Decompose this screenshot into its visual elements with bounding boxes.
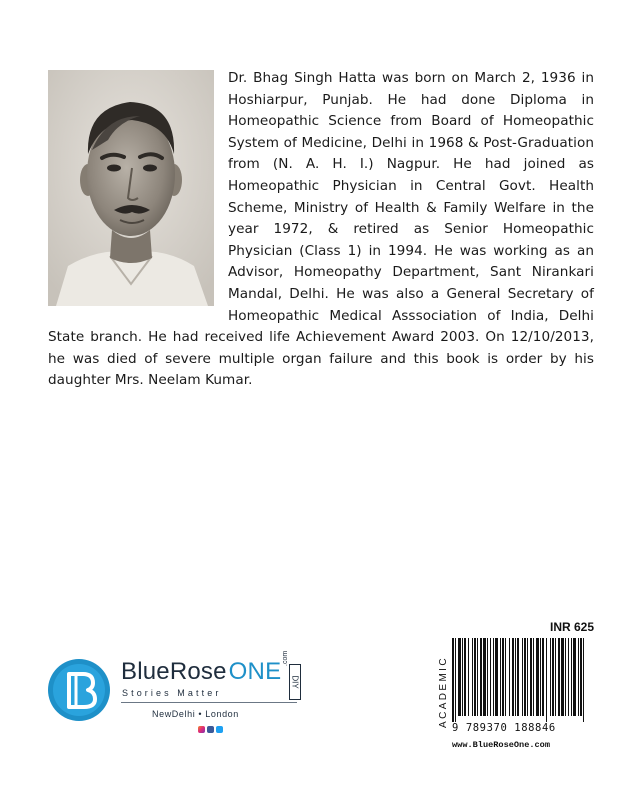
- barcode-bar: [555, 638, 556, 716]
- barcode-bar: [515, 638, 516, 716]
- barcode-bar: [580, 638, 582, 716]
- author-bio: [48, 68, 594, 392]
- barcode-bar: [462, 638, 463, 716]
- barcode-bar: [483, 638, 486, 716]
- barcode-bar: [474, 638, 476, 716]
- barcode-bar: [490, 638, 491, 716]
- publisher-tagline: Stories Matter: [122, 688, 222, 698]
- price-label: INR 625: [550, 620, 595, 634]
- instagram-icon: [198, 726, 205, 733]
- barcode-bar: [524, 638, 526, 716]
- genre-label: ACADEMIC: [438, 656, 449, 728]
- barcode-bar: [568, 638, 569, 716]
- barcode-bar: [542, 638, 544, 716]
- brand-accent: ONE: [228, 658, 282, 685]
- bluerose-logo-icon: [47, 658, 111, 722]
- barcode-bar: [477, 638, 478, 716]
- barcode-bar: [522, 638, 523, 716]
- social-icons: [198, 726, 223, 734]
- barcode-bar: [571, 638, 572, 716]
- barcode-bar: [540, 638, 541, 716]
- barcode-bar: [561, 638, 564, 716]
- brand-suffix: .com: [282, 650, 289, 666]
- barcode-bar: [552, 638, 554, 716]
- brand-badge: [289, 664, 301, 700]
- barcode-bar: [578, 638, 579, 716]
- barcode-bar: [458, 638, 461, 716]
- barcode-bar: [468, 638, 469, 716]
- brand-badge-label: DIY: [290, 675, 300, 689]
- facebook-icon: [207, 726, 214, 733]
- isbn-barcode: [452, 638, 586, 722]
- barcode-bar: [546, 638, 547, 722]
- barcode-bar: [452, 638, 454, 722]
- barcode-bar: [495, 638, 498, 716]
- barcode-bar: [509, 638, 510, 716]
- bio-text: Dr. Bhag Singh Hatta was born on March 2, 1936 in Hoshiarpur, Punjab. He had done Diploma in Homeopathic Science from Board of Homeopathic System of Medicine, Delhi in 1968 & Post-Graduation from (N. A. H. I.) Nagpur. He had joined as Homeopathic Physician in Central Govt. Health Scheme, Ministry of Health & Family Welfare in the year 1972, & retired as Senior Homeopathic Physician (Class 1) in 1994. He was working as an Advisor, Homeopathy Department, Sant Nirankari Mandal, Delhi. He was also a General Secretary of Homeopathic Medical Asssociation of India, Delhi State branch. He had received life Achievement Award 2003. On 12/10/2013, he was died of severe multiple organ failure and this book is order by his daughter Mrs. Neelam Kumar.: [48, 70, 594, 389]
- barcode-bar: [558, 638, 560, 716]
- barcode-bar: [512, 638, 514, 716]
- barcode-bar: [472, 638, 473, 716]
- barcode-bar: [500, 638, 501, 716]
- barcode-bar: [493, 638, 494, 716]
- barcode-bar: [536, 638, 539, 716]
- publisher-locations: NewDelhi • London: [152, 709, 239, 719]
- publisher-website: www.BlueRoseOne.com: [452, 740, 550, 750]
- barcode-bar: [550, 638, 551, 716]
- twitter-icon: [216, 726, 223, 733]
- barcode-bar: [487, 638, 488, 716]
- barcode-bar: [533, 638, 534, 716]
- publisher-name: [121, 658, 281, 686]
- brand-main: BlueRose: [121, 658, 227, 685]
- barcode-bar: [530, 638, 532, 716]
- barcode-bar: [505, 638, 506, 716]
- barcode-bar: [455, 638, 456, 722]
- barcode-bar: [573, 638, 576, 716]
- barcode-bar: [565, 638, 566, 716]
- barcode-bar: [464, 638, 466, 716]
- author-portrait: [48, 70, 214, 306]
- barcode-bar: [517, 638, 519, 716]
- barcode-bar: [502, 638, 504, 716]
- barcode-bar: [527, 638, 528, 716]
- barcode-bar: [583, 638, 584, 722]
- isbn-number: 9 789370 188846: [452, 722, 556, 734]
- tagline-divider: [121, 702, 297, 703]
- barcode-bar: [480, 638, 482, 716]
